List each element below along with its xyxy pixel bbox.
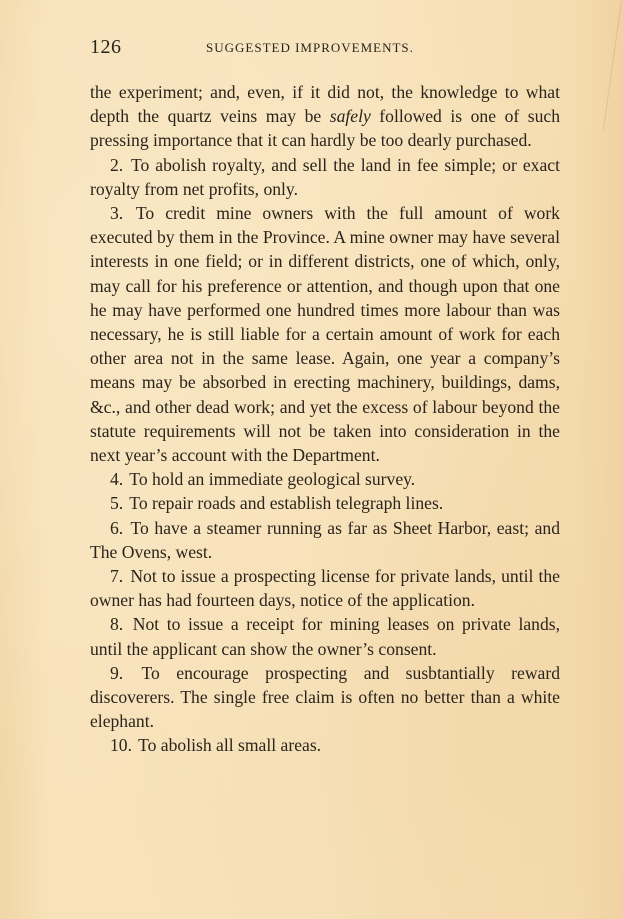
running-head: SUGGESTED IMPROVEMENTS. — [206, 40, 414, 55]
list-item-6 — [90, 516, 560, 564]
list-item-3 — [90, 201, 560, 467]
page-header — [90, 36, 560, 60]
item-number: 9. — [110, 662, 124, 683]
body-text — [90, 80, 560, 758]
continuation-text-1: the experiment; and, even, if it did not, the knowledge to what depth the quartz veins may be — [90, 82, 560, 127]
list-item-8 — [90, 612, 560, 660]
list-item-2 — [90, 153, 560, 201]
continuation-paragraph — [90, 80, 560, 153]
item-text: To credit mine owners with the full amount of work executed by them in the Province. A mine owner may have several interests in one field; or in different districts, one of which, only, may call for his preference or attention, and though upon that one he may have performed one hundred times more labour than was necessary, he is still liable for a certain amount of work for each other area not in the same lease. Again, one year a company’s means may be absorbed in erecting machinery, buildings, dams, &c., and other dead work; and yet the excess of labour beyond the statute requirements will not be taken into consideration in the next year’s account with the Department. — [90, 203, 560, 466]
item-text: To abolish all small areas. — [138, 735, 322, 756]
italic-word: safely — [329, 106, 371, 127]
item-number: 6. — [110, 517, 124, 538]
item-number: 5. — [110, 493, 124, 514]
item-number: 10. — [110, 735, 132, 756]
continuation-text-2: followed is one of such pressing importance that it can hardly be too dearly purchased. — [90, 106, 560, 151]
item-number: 4. — [110, 469, 124, 490]
page-number: 126 — [90, 36, 122, 58]
item-text: To hold an immediate geological survey. — [129, 469, 416, 490]
list-item-9 — [90, 661, 560, 734]
item-text: To have a steamer running as far as Sheet Harbor, east; and The Ovens, west. — [90, 517, 560, 562]
item-number: 3. — [110, 203, 124, 224]
list-item-7 — [90, 564, 560, 612]
list-item-10 — [90, 733, 560, 757]
page-fold-mark — [603, 1, 622, 130]
item-text: To encourage prospecting and susbtantially reward discoverers. The single free claim is often no better than a white elephant. — [90, 662, 560, 732]
item-number: 7. — [110, 566, 124, 587]
item-number: 8. — [110, 614, 124, 635]
item-text: To abolish royalty, and sell the land in fee simple; or exact royalty from net profits, only. — [90, 154, 560, 199]
list-item-4 — [90, 467, 560, 491]
item-text: Not to issue a receipt for mining leases on private lands, until the applicant can show the owner’s consent. — [90, 614, 560, 659]
item-text: To repair roads and establish telegraph lines. — [129, 493, 444, 514]
list-item-5 — [90, 491, 560, 515]
item-text: Not to issue a prospecting license for private lands, until the owner has had fourteen days, notice of the application. — [90, 566, 560, 611]
item-number: 2. — [110, 154, 124, 175]
